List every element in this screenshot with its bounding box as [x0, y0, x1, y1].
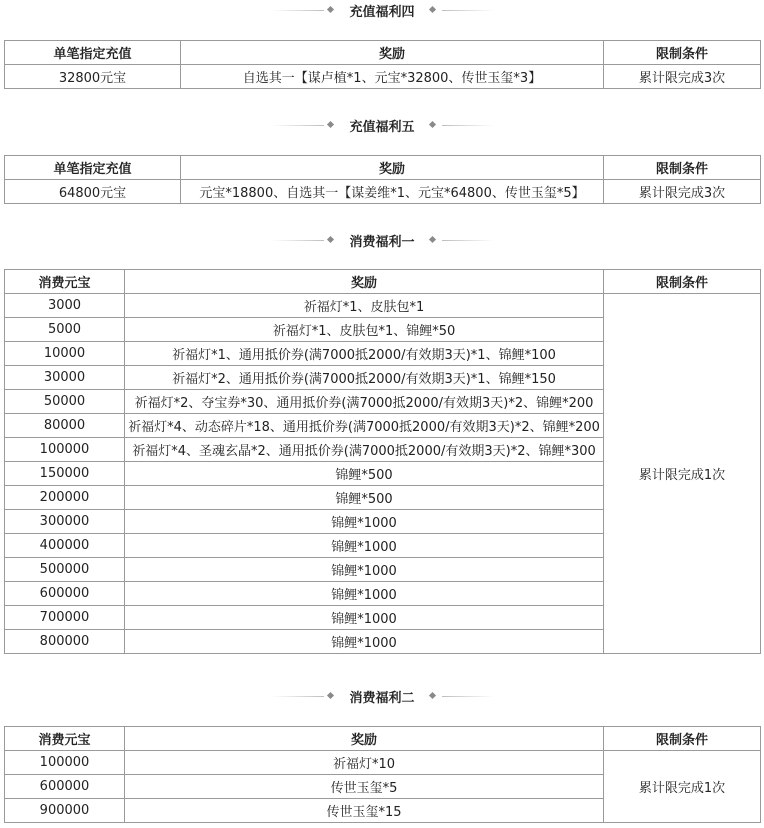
table-header-row [5, 727, 761, 751]
amount-cell: 3000 [5, 294, 125, 318]
reward-cell: 锦鲤*1000 [125, 606, 604, 630]
header-reward: 奖励 [125, 727, 604, 751]
amount-cell: 30000 [5, 366, 125, 390]
amount-cell: 500000 [5, 558, 125, 582]
header-limit: 限制条件 [604, 41, 761, 65]
amount-cell: 50000 [5, 390, 125, 414]
table-row [5, 751, 761, 775]
divider-line [442, 696, 494, 697]
amount-cell: 600000 [5, 582, 125, 606]
table-header-row [5, 156, 761, 180]
recharge-4-table [4, 40, 761, 89]
reward-cell: 祈福灯*4、动态碎片*18、通用抵价券(满7000抵2000/有效期3天)*2、锦鲤*200 [125, 414, 604, 438]
limit-cell: 累计限完成3次 [604, 65, 761, 89]
amount-cell: 32800元宝 [5, 65, 181, 89]
header-amount: 单笔指定充值 [5, 156, 181, 180]
reward-cell: 锦鲤*500 [125, 462, 604, 486]
table-row [5, 65, 761, 89]
reward-cell: 祈福灯*1、皮肤包*1、锦鲤*50 [125, 318, 604, 342]
consume-2-table [4, 726, 761, 823]
header-amount: 消费元宝 [5, 270, 125, 294]
limit-cell: 累计限完成1次 [604, 751, 761, 823]
amount-cell: 400000 [5, 534, 125, 558]
reward-cell: 锦鲤*1000 [125, 510, 604, 534]
reward-cell: 祈福灯*2、通用抵价券(满7000抵2000/有效期3天)*1、锦鲤*150 [125, 366, 604, 390]
reward-cell: 祈福灯*1、皮肤包*1 [125, 294, 604, 318]
amount-cell: 200000 [5, 486, 125, 510]
reward-cell: 自选其一【谋卢植*1、元宝*32800、传世玉玺*3】 [181, 65, 604, 89]
table-row [5, 294, 761, 318]
amount-cell: 300000 [5, 510, 125, 534]
reward-cell: 锦鲤*1000 [125, 630, 604, 654]
section-title-consume-1 [0, 230, 764, 252]
amount-cell: 800000 [5, 630, 125, 654]
header-limit: 限制条件 [604, 727, 761, 751]
reward-cell: 祈福灯*10 [125, 751, 604, 775]
limit-cell: 累计限完成3次 [604, 180, 761, 204]
amount-cell: 80000 [5, 414, 125, 438]
amount-cell: 150000 [5, 462, 125, 486]
section-title-recharge-4 [0, 0, 764, 22]
section-title-text: 消费福利二 [349, 691, 415, 706]
header-reward: 奖励 [181, 41, 604, 65]
amount-cell: 700000 [5, 606, 125, 630]
reward-cell: 传世玉玺*15 [125, 799, 604, 823]
header-limit: 限制条件 [604, 156, 761, 180]
consume-1-table [4, 269, 761, 654]
reward-cell: 锦鲤*1000 [125, 582, 604, 606]
amount-cell: 5000 [5, 318, 125, 342]
divider-line [442, 10, 494, 11]
header-amount: 单笔指定充值 [5, 41, 181, 65]
amount-cell: 10000 [5, 342, 125, 366]
section-title-text: 消费福利一 [349, 235, 415, 250]
section-title-text: 充值福利四 [349, 5, 415, 20]
divider-line [442, 240, 494, 241]
header-reward: 奖励 [181, 156, 604, 180]
reward-cell: 锦鲤*500 [125, 486, 604, 510]
amount-cell: 64800元宝 [5, 180, 181, 204]
table-header-row [5, 41, 761, 65]
reward-cell: 祈福灯*1、通用抵价券(满7000抵2000/有效期3天)*1、锦鲤*100 [125, 342, 604, 366]
amount-cell: 900000 [5, 799, 125, 823]
amount-cell: 100000 [5, 438, 125, 462]
header-reward: 奖励 [125, 270, 604, 294]
reward-cell: 传世玉玺*5 [125, 775, 604, 799]
section-title-recharge-5 [0, 115, 764, 137]
section-title-consume-2 [0, 686, 764, 708]
amount-cell: 100000 [5, 751, 125, 775]
table-row [5, 180, 761, 204]
header-limit: 限制条件 [604, 270, 761, 294]
reward-cell: 祈福灯*4、圣魂玄晶*2、通用抵价券(满7000抵2000/有效期3天)*2、锦鲤*300 [125, 438, 604, 462]
table-header-row [5, 270, 761, 294]
reward-cell: 锦鲤*1000 [125, 534, 604, 558]
header-amount: 消费元宝 [5, 727, 125, 751]
reward-cell: 祈福灯*2、夺宝券*30、通用抵价券(满7000抵2000/有效期3天)*2、锦鲤*200 [125, 390, 604, 414]
limit-cell: 累计限完成1次 [604, 294, 761, 654]
reward-cell: 锦鲤*1000 [125, 558, 604, 582]
recharge-5-table [4, 155, 761, 204]
divider-line [442, 125, 494, 126]
amount-cell: 600000 [5, 775, 125, 799]
reward-cell: 元宝*18800、自选其一【谋姜维*1、元宝*64800、传世玉玺*5】 [181, 180, 604, 204]
section-title-text: 充值福利五 [349, 120, 415, 135]
